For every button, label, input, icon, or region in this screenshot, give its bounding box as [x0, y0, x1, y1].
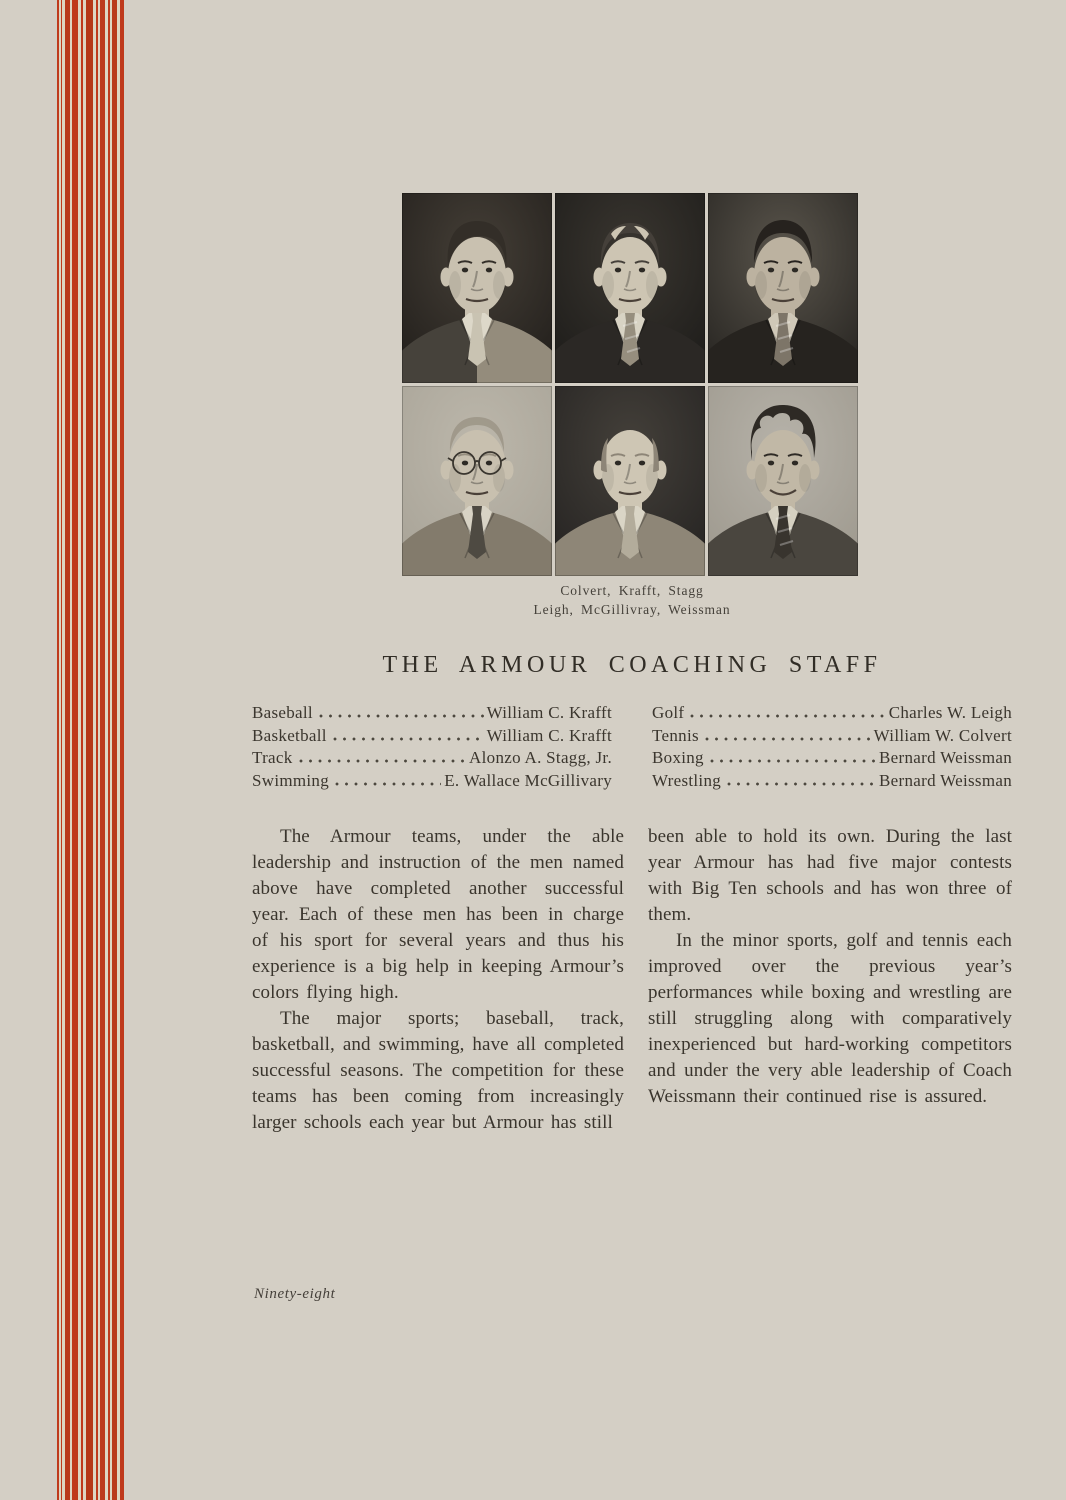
sport-label: Wrestling	[652, 770, 722, 790]
portrait-photo-mcgillivray	[555, 386, 705, 576]
sport-label: Golf	[652, 703, 685, 722]
dot-leader	[705, 736, 871, 742]
sport-label: Baseball	[252, 703, 313, 722]
coach-name: William W. Colvert	[873, 725, 1012, 745]
dot-leader	[299, 758, 467, 764]
dot-leader	[333, 736, 484, 742]
article-paragraph: The major sports; baseball, track, basketball, and swimming, have all completed successful seasons. The competition for these teams has been coming from increasingly larger schools each year but Armour has still	[252, 1008, 624, 1133]
article-paragraph: been able to hold its own. During the last year Armour has had five major contests with Big Ten schools and has won three of them.	[648, 826, 1012, 925]
coach-row-track	[252, 747, 612, 770]
article-paragraph: The Armour teams, under the able leadership and instruction of the men named above have completed another successful year. Each of these men has been in charge of his sport for several years and thus his experience is a big help in keeping Armour’s colors flying high.	[252, 826, 624, 1003]
portrait-photo-colvert	[402, 193, 552, 383]
coach-list-right-column	[652, 702, 1012, 792]
coach-name: E. Wallace McGillivary	[444, 770, 612, 790]
coach-row-tennis	[652, 725, 1012, 748]
dot-leader	[690, 713, 885, 719]
dot-leader	[319, 713, 484, 719]
coach-row-wrestling	[652, 770, 1012, 793]
coach-name: Alonzo A. Stagg, Jr.	[469, 748, 612, 767]
sport-label: Basketball	[252, 725, 327, 745]
coach-row-boxing	[652, 747, 1012, 770]
coach-list-left-column	[252, 702, 612, 792]
dot-leader	[727, 781, 876, 787]
article-column-left	[252, 824, 624, 1136]
page-number: Ninety-eight	[254, 1286, 336, 1302]
dot-leader	[710, 758, 876, 764]
sport-label: Swimming	[252, 770, 330, 790]
coach-row-swimming	[252, 770, 612, 793]
portrait-photo-krafft	[555, 193, 705, 383]
coach-name: Bernard Weissman	[879, 770, 1012, 790]
coach-name: William C. Krafft	[486, 725, 612, 745]
portrait-photo-stagg	[708, 193, 858, 383]
coach-name: Charles W. Leigh	[888, 703, 1012, 722]
portrait-photo-leigh	[402, 386, 552, 576]
photo-caption-top-row: Colvert, Krafft, Stagg	[560, 583, 704, 598]
article-column-right	[648, 824, 1012, 1110]
dot-leader	[335, 781, 441, 787]
coach-row-basketball	[252, 725, 612, 748]
coaching-staff-photo-grid	[402, 193, 858, 576]
coach-name: Bernard Weissman	[879, 748, 1012, 767]
sport-label: Track	[252, 748, 293, 767]
sport-label: Boxing	[652, 748, 704, 767]
coach-row-baseball	[252, 702, 612, 725]
portrait-photo-weissman	[708, 386, 858, 576]
coach-row-golf	[652, 702, 1012, 725]
coach-name: William C. Krafft	[486, 703, 612, 722]
sport-label: Tennis	[652, 725, 699, 745]
article-paragraph: In the minor sports, golf and tennis each improved over the previous year’s performances while boxing and wrestling are still struggling along with comparatively inexperienced but hard-working competitors and under the very able leadership of Coach Weissmann their continued rise is assured.	[648, 930, 1012, 1107]
page-title: THE ARMOUR COACHING STAFF	[382, 652, 882, 678]
decorative-stripe-band	[57, 0, 124, 1500]
coach-assignments-list	[252, 702, 1012, 792]
photo-caption-bottom-row: Leigh, McGillivray, Weissman	[533, 602, 731, 617]
photo-caption	[252, 581, 1012, 619]
